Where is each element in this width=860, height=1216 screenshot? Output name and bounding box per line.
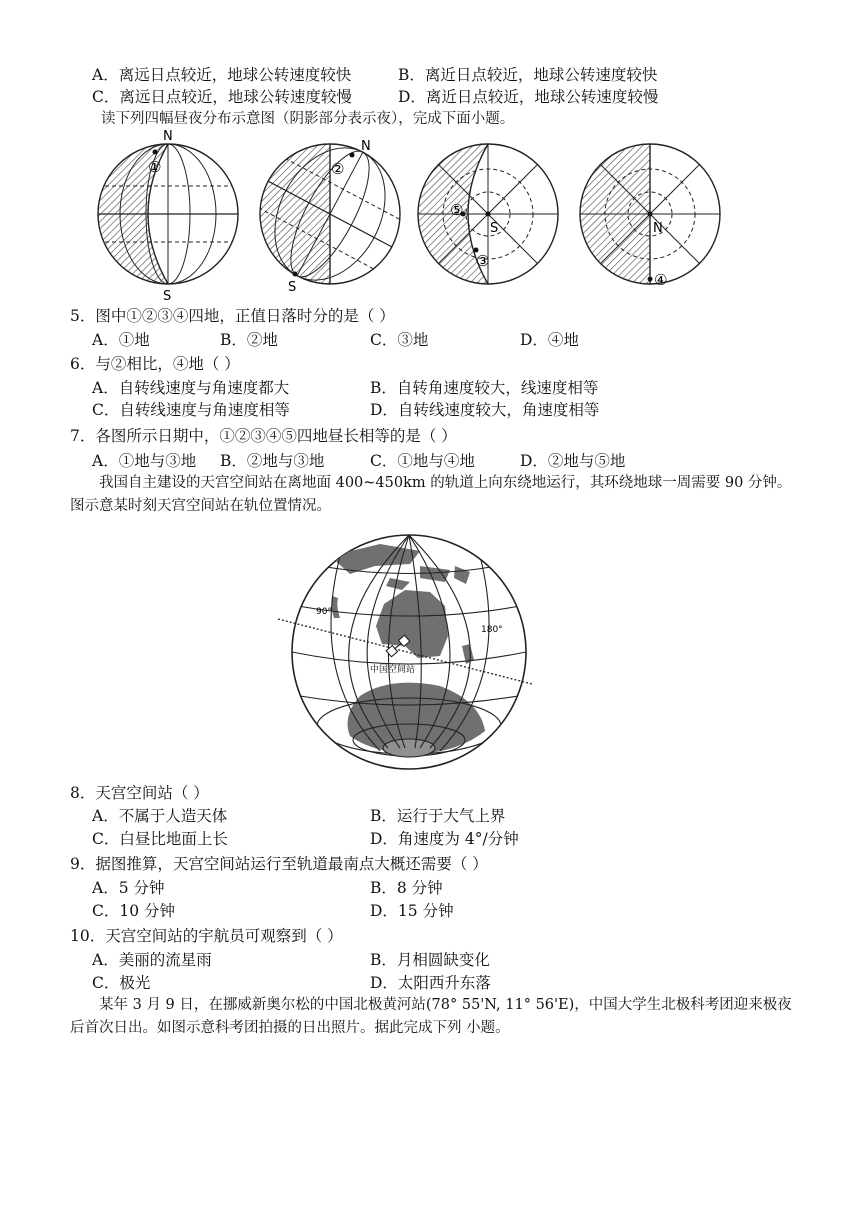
q6-option-a: A．自转线速度与角速度都大 bbox=[92, 379, 290, 397]
q5-stem: 5．图中①②③④四地，正值日落时分的是（ ） bbox=[70, 307, 395, 325]
q10-option-d: D．太阳西升东落 bbox=[370, 974, 491, 992]
q4-option-a: A．离远日点较近，地球公转速度较快 bbox=[92, 66, 352, 84]
q4-option-d: D．离近日点较近，地球公转速度较慢 bbox=[398, 88, 659, 106]
q8-option-b: B．运行于大气上界 bbox=[370, 807, 506, 825]
globe1-n-label: N bbox=[163, 129, 173, 144]
globe1-s-label: S bbox=[163, 289, 172, 303]
q6-option-c: C．自转线速度与角速度相等 bbox=[92, 401, 290, 419]
q5-option-b: B．②地 bbox=[220, 331, 278, 349]
q6-option-b: B．自转角速度较大，线速度相等 bbox=[370, 379, 599, 397]
q4-option-c: C．离远日点较近，地球公转速度较慢 bbox=[92, 88, 352, 106]
station-label: 中国空间站 bbox=[370, 665, 416, 675]
globe4-n-label: N bbox=[653, 221, 663, 236]
space-station-globe bbox=[270, 526, 540, 776]
marker-5: ⑤ bbox=[450, 201, 464, 219]
q10-option-c: C．极光 bbox=[92, 974, 151, 992]
marker-1: ① bbox=[148, 158, 162, 176]
q7-stem: 7．各图所示日期中，①②③④⑤四地昼长相等的是（ ） bbox=[70, 427, 457, 445]
marker-3: ③ bbox=[476, 252, 490, 270]
q7-option-a: A．①地与③地 bbox=[92, 452, 197, 470]
q10-stem: 10．天宫空间站的宇航员可观察到（ ） bbox=[70, 927, 343, 945]
q7-option-d: D．②地与⑤地 bbox=[520, 452, 626, 470]
marker-2: ② bbox=[331, 160, 345, 178]
q8-option-d: D．角速度为 4°/分钟 bbox=[370, 830, 519, 848]
marker-4: ④ bbox=[654, 271, 668, 289]
q9-option-c: C．10 分钟 bbox=[92, 902, 176, 920]
q8-option-c: C．白昼比地面上长 bbox=[92, 830, 228, 848]
q8-stem: 8．天宫空间站（ ） bbox=[70, 784, 209, 802]
globe-2 bbox=[227, 128, 434, 303]
q4-option-b: B．离近日点较近，地球公转速度较快 bbox=[398, 66, 658, 84]
globe-1 bbox=[98, 144, 238, 284]
q7-option-b: B．②地与③地 bbox=[220, 452, 325, 470]
day-night-figure bbox=[80, 128, 740, 303]
lon-90-label: 90° bbox=[316, 607, 332, 617]
intro-arctic-station: 某年 3 月 9 日，在挪威新奥尔松的中国北极黄河站(78° 55'N, 11° 56'E)，中国大学生北极科考团迎来极夜后首次日出。如图示意科考团拍摄的日出照片。据此完成下列 小题。 bbox=[70, 997, 792, 1036]
q8-option-a: A．不属于人造天体 bbox=[92, 807, 228, 825]
lon-180-label: 180° bbox=[481, 625, 503, 635]
q10-option-a: A．美丽的流星雨 bbox=[92, 951, 212, 969]
q5-option-d: D．④地 bbox=[520, 331, 579, 349]
q9-option-b: B．8 分钟 bbox=[370, 879, 443, 897]
q9-stem: 9．据图推算，天宫空间站运行至轨道最南点大概还需要（ ） bbox=[70, 855, 488, 873]
intro-day-night: 读下列四幅昼夜分布示意图（阴影部分表示夜），完成下面小题。 bbox=[101, 111, 515, 127]
globe2-n-label: N bbox=[361, 139, 371, 154]
q9-option-a: A．5 分钟 bbox=[92, 879, 165, 897]
globe3-s-label: S bbox=[490, 221, 499, 236]
globe2-s-label: S bbox=[288, 280, 297, 295]
q5-option-c: C．③地 bbox=[370, 331, 429, 349]
q6-option-d: D．自转线速度较大，角速度相等 bbox=[370, 401, 600, 419]
q7-option-c: C．①地与④地 bbox=[370, 452, 475, 470]
intro-space-station: 我国自主建设的天宫空间站在离地面 400~450km 的轨道上向东绕地运行，其环绕地球一周需要 90 分钟。图示意某时刻天宫空间站在轨位置情况。 bbox=[70, 475, 792, 514]
q6-stem: 6．与②相比，④地（ ） bbox=[70, 355, 240, 373]
q5-option-a: A．①地 bbox=[92, 331, 150, 349]
q10-option-b: B．月相圆缺变化 bbox=[370, 951, 490, 969]
q9-option-d: D．15 分钟 bbox=[370, 902, 454, 920]
